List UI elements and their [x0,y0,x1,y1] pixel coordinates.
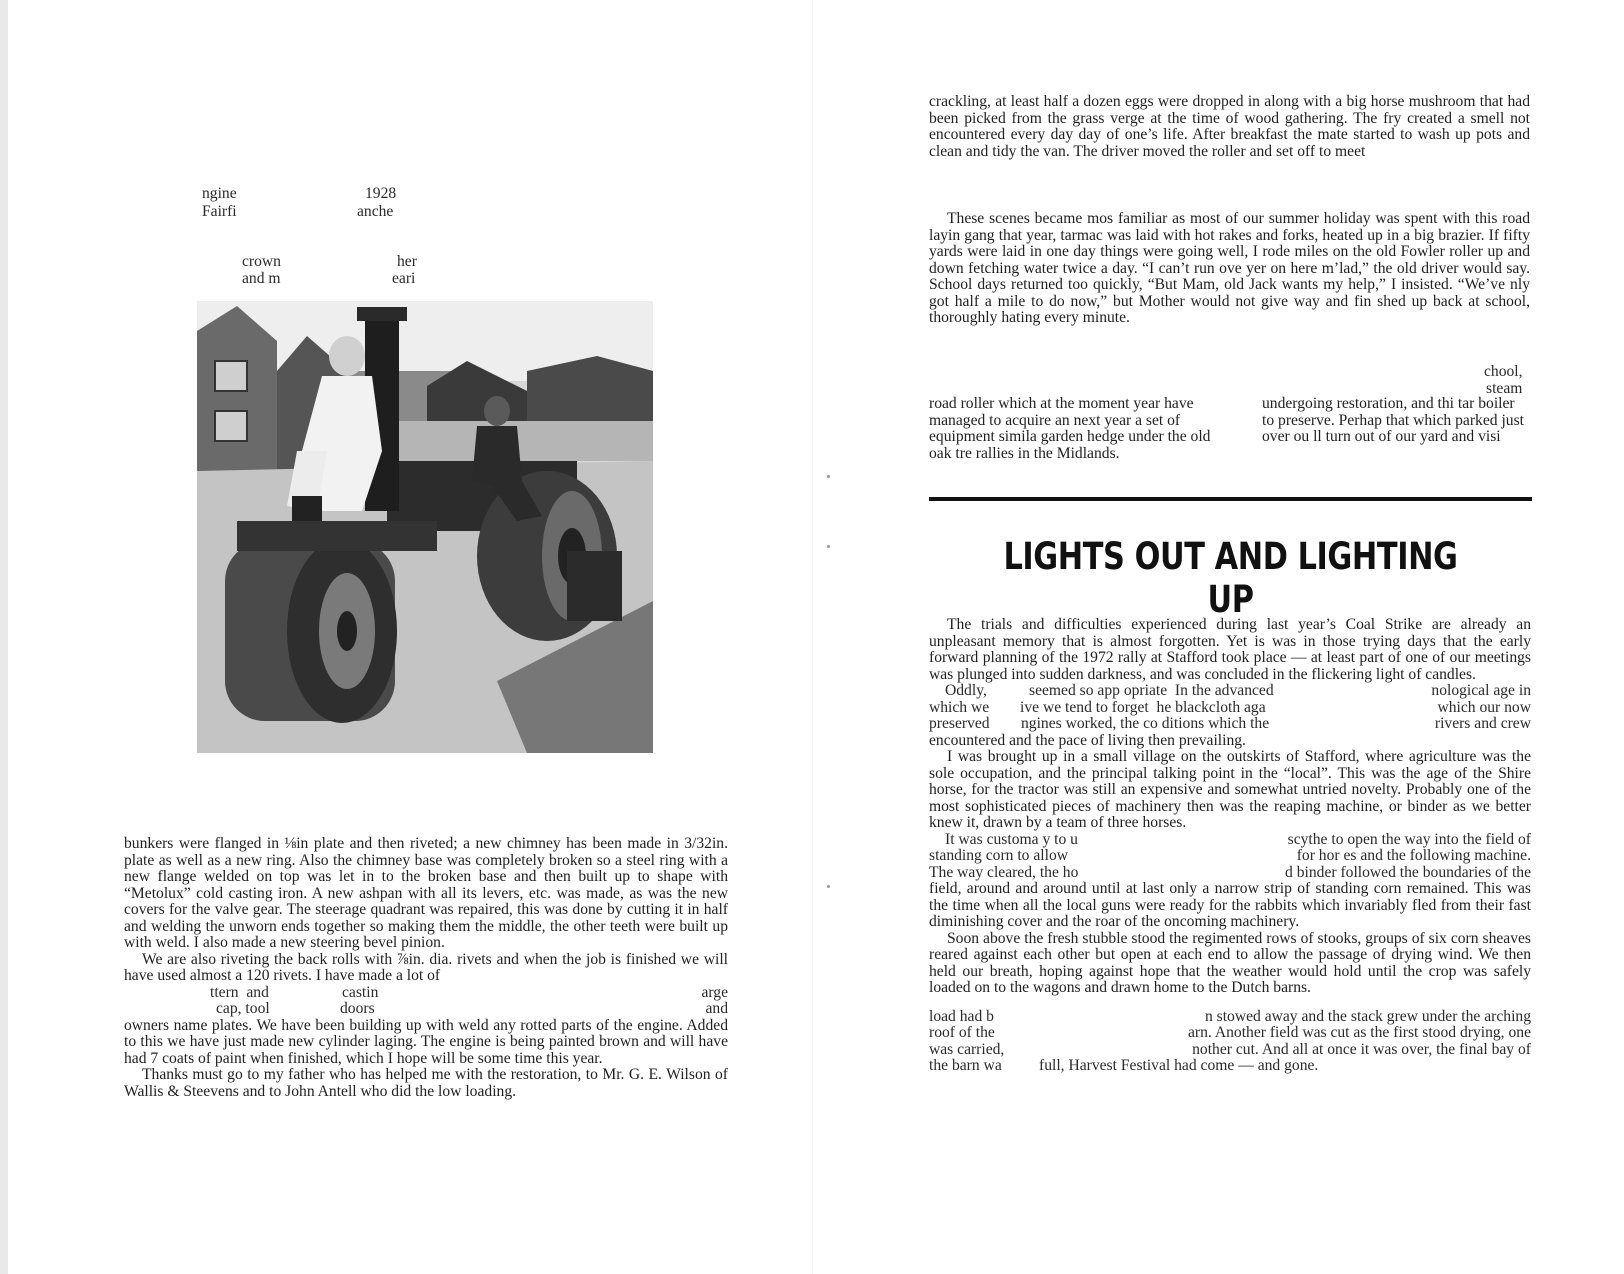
caption-fragment: ngine [202,185,237,202]
text-fragment: n stowed away and the stack grew under the arching [1204,1007,1531,1025]
text-fragment: which we [929,698,990,716]
damaged-lines [929,832,1531,882]
caption-fragment: her [397,253,417,270]
body-paragraph: encountered and the pace of living then prevailing. [929,731,1246,749]
binding-hole [827,545,830,548]
text-fragment: ngines worked, the co ditions which the [1021,715,1270,732]
steam-roller-photo-image [197,301,653,753]
text-fragment: ive we tend to forget he blackcloth aga [1020,698,1266,716]
body-paragraph: I was brought up in a small village on the outskirts of Stafford, where agriculture was the sole occupation, and the principal talking point in the “local”. This was the age of the Shire horse, for the tractor was still an expensive and somewhat untried novelty. Probably one of the most sophisticated pieces of machinery then was the reaping machine, or binder as we better knew it, drawn by a team of three horses. [929,748,1531,831]
text-fragment: load had b [929,1007,994,1025]
steam-roller-photo [197,301,653,753]
text-fragment: cap, tool [216,999,270,1017]
top-paragraph-block [929,94,1530,160]
body-paragraph: bunkers were flanged in ⅛in plate and then riveted; a new chimney has been made in 3/32in. plate as well as a new ring. Also the chimney base was completely broken so a steel ring with a new flange welded on top was let in to the broken base and then built up to shape with “Metolux” cold casting iron. A new ashpan with all its levers, etc. was made, as was the new covers for the valve gear. The steerage quadrant was repaired, this was done by cutting it in half and welding the unworn ends together so making them the middle, the other teeth were built up with weld. I also made a new steering bevel pinion. [124,835,728,951]
text-fragment: arge [701,983,728,1001]
body-paragraph: Thanks must go to my father who has helped me with the restoration, to Mr. G. E. Wilson of Wallis & Steevens and to John Antell who did the low loading. [124,1066,728,1100]
body-paragraph: owners name plates. We have been building up with weld any rotted parts of the engine. Added to this we have just made new cylinder laging. The engine is being painted brown and will have had 7 coats of paint when finished, which I hope will be some time this year. [124,1016,728,1067]
body-paragraph: The trials and difficulties experienced during last year’s Coal Strike are already an unpleasant memory that is almost forgotten. Yet is was in those trying days that the early forward planning of the 1972 rally at Stafford took place — at least part of one of our meetings was plunged into sudden darkness, and was concluded in the flickering light of candles. [929,616,1531,683]
binding-hole [827,885,830,888]
text-fragment: preserved [929,715,990,732]
body-paragraph: field, around and around until at last only a narrow strip of standing corn remained. This was the time when all the local guns were ready for the rabbits which invariably fled from their fast diminishing cover and the roar of the oncoming machinery. [929,880,1531,930]
page-edge [0,0,8,1274]
text-fragment: full, Harvest Festival had come — and gone. [1039,1057,1319,1074]
body-paragraph: crackling, at least half a dozen eggs were dropped in along with a big horse mushroom that had been picked from the grass verge at the time of wood gathering. The fry created a smell not encountered every day day of one’s life. After breakfast the mate started to wash up pots and clean and tidy the van. The driver moved the roller and set off to meet [929,93,1530,160]
caption-fragment: and m [242,270,281,287]
split-column-left: road roller which at the moment year have managed to acquire an next year a set of equipment simila garden hedge under the old oak tre rallies in the Midlands. [929,395,1211,462]
text-fragment: rivers and crew [1434,715,1531,732]
text-fragment: chool, [1484,363,1523,380]
text-fragment: nother cut. And all at once it was over, the final bay of [1192,1040,1531,1058]
paragraph-gap [929,997,1531,1009]
article-headline: LIGHTS OUT AND LIGHTING UP [1003,535,1458,621]
text-fragment: was carried, [929,1040,1005,1058]
text-fragment: for hor es and the following machine. [1296,847,1531,864]
damaged-lines [929,683,1531,733]
text-fragment: the barn wa [929,1057,1002,1074]
text-fragment: roof of the [929,1024,995,1041]
text-fragment: seemed so app opriate In the advanced [1029,682,1274,699]
text-fragment: It was customa y to u [945,830,1078,848]
text-fragment: nological age in [1431,682,1531,699]
text-fragment: arn. Another field was cut as the first stood drying, one [1188,1024,1531,1041]
caption-fragment: crown [242,253,281,270]
body-paragraph: These scenes became mos familiar as most of our summer holiday was spent with this road layin gang that year, tarmac was laid with hot rakes and forks, heated up in a big brazier. If fifty yards were laid in one day things were going well, I rode miles on the old Fowler roller up and down fetching water twice a day. “I can’t run ove yer on here m’lad,” the old driver would say. School days returned too quickly, “But Mam, old Jack wants my help,” I insisted. “We’ve nly got half a mile to do now,” but Mother would not give way and fin shed up back at school, thoroughly hating every minute. [929,210,1530,326]
binding-hole [827,475,830,478]
left-body-text [124,836,728,1100]
damaged-lines [124,985,728,1018]
text-fragment: doors [340,999,375,1017]
caption-fragment: 1928 [365,185,397,202]
section-divider [929,497,1532,501]
spread-gutter [812,0,813,1274]
text-fragment: which our now [1437,698,1531,716]
body-paragraph: We are also riveting the back rolls with ⅞in. dia. rivets and when the job is finished we will have used almost a 120 rivets. I have made a lot of [124,950,728,984]
caption-fragment: Fairfi [202,203,237,220]
article-body [929,617,1531,1075]
text-fragment: standing corn to allow [929,847,1069,864]
text-fragment: castin [342,983,379,1001]
text-fragment: steam [1486,380,1523,397]
text-fragment: ttern and [210,983,269,1001]
caption-fragment: anche [357,203,394,220]
text-fragment: d binder followed the boundaries of the [1285,863,1531,881]
text-fragment: The way cleared, the ho [929,863,1079,881]
caption-fragment: eari [392,270,416,287]
split-column-right: undergoing restoration, and thi tar boiler to preserve. Perhap that which parked just over ou ll turn out of our yard and visi [1262,395,1524,445]
text-fragment: Oddly, [945,682,987,699]
body-paragraph: Soon above the fresh stubble stood the regimented rows of stooks, groups of six corn sheaves reared against each other but open at each end to allow the passage of drying wind. We then held our breath, hoping against hope that the weather would hold until the crop was safely loaded on to the wagons and drawn home to the Dutch barns. [929,929,1531,996]
text-fragment: and [705,999,728,1017]
second-paragraph-block [929,211,1530,327]
text-fragment: scythe to open the way into the field of [1287,830,1531,848]
damaged-lines [929,1009,1531,1075]
